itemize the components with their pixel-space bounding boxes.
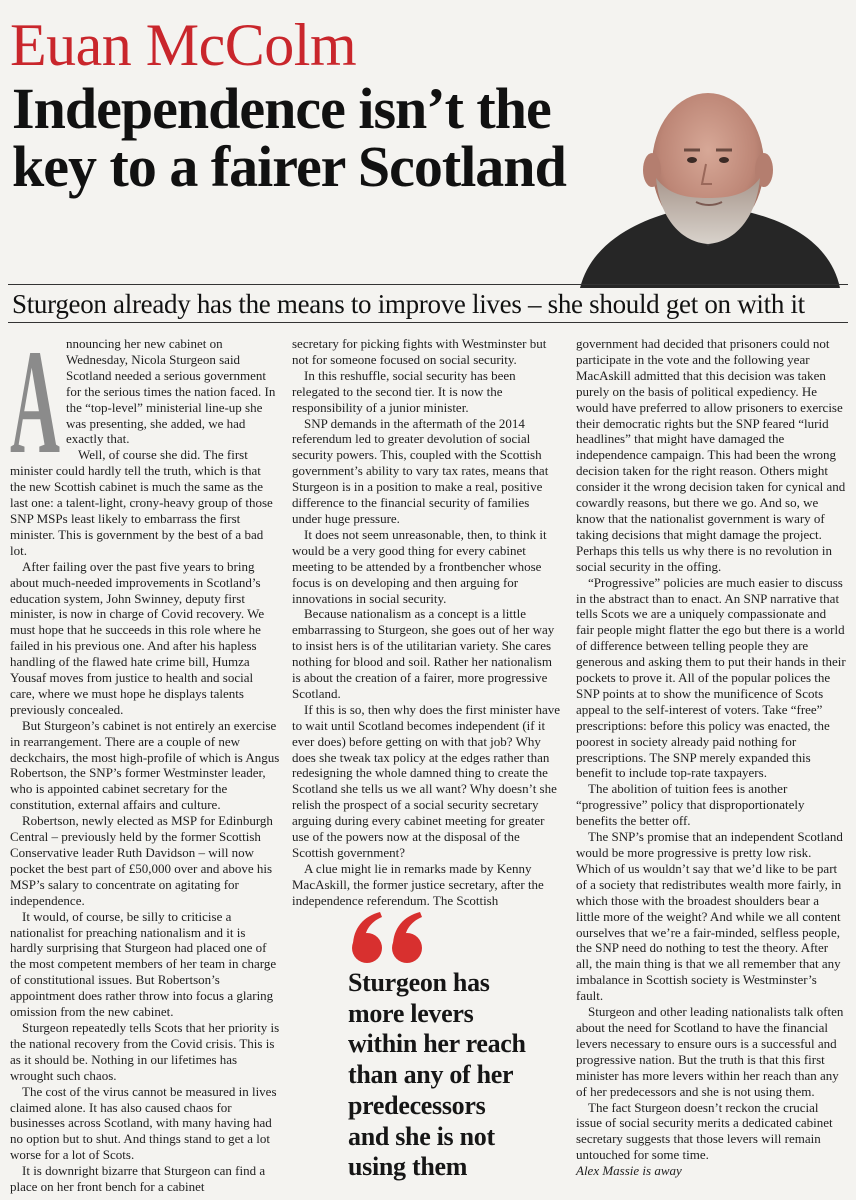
paragraph: Robertson, newly elected as MSP for Edinburgh Central – previously held by the former Scottish Conservative leader Ruth Davidson – will now pocket the best part of £50,000 over and above his MSP’s salary to concentrate on agitating for independence. [10,813,273,908]
pull-quote-line: more levers [348,998,474,1028]
paragraph: In this reshuffle, social security has been relegated to the second tier. It is now the responsibility of a junior minister. [292,367,516,415]
author-portrait [572,70,844,288]
headline [12,76,592,199]
paragraph: Because nationalism as a concept is a little embarrassing to Sturgeon, she goes out of her way to insist hers is of the utilitarian variety. She cares nothing for blood and soil. Rather her nationalism is about the creation of a fairer, more progressive Scotland. [292,606,555,701]
paragraph: government had decided that prisoners could not participate in the vote and the following year MacAskill admitted that this decision was taken purely on the basis of political expediency. He would have preferred to allow prisoners to exercise their democratic rights but the SNP feared “lurid headlines” that might have damaged the independence campaign. This had been the wrong decision taken for the right reason. Others might consider it the wrong decision taken for cynical and cowardly reasons, but there we go. And so, we know that the nationalist government is wary of taking decisions that might damage the project. Perhaps this tells us why there is no revolution in social security in the offing. [576,336,846,574]
pull-quote [348,968,563,1183]
pull-quote-line: and she is not [348,1121,495,1151]
divider [8,284,848,285]
pull-quote-line: Sturgeon has [348,968,490,997]
paragraph: Sturgeon repeatedly tells Scots that her priority is the national recovery from the Covid crisis. This is as it should be. Nothing in our lifetimes has wrought such chaos. [10,1019,280,1083]
paragraph: “Progressive” policies are much easier to discuss in the abstract than to enact. An SNP narrative that tells Scots we are a uniquely compassionate and fair people might flatter the ego but there is a world of difference between telling people they are generous and asking them to put their hands in their pockets to prove it. All of the popular polices the SNP points at to show the munificence of Scots appeal to the self-interest of voters. Take “free” prescriptions: before this policy was enacted, the poorest in society already paid nothing for prescriptions. The SNP merely expanded this benefit to include top-rate taxpayers. [576,574,846,781]
pull-quote-line: than any of her [348,1060,514,1090]
pull-quote-line: using them [348,1152,468,1182]
headline-line: key to a fairer Scotland [12,134,566,199]
article-column-2 [292,336,562,909]
paragraph: nnouncing her new cabinet on Wednesday, Nicola Sturgeon said Scotland needed a serious government for the serious times the nation faced. In the “top-level” ministerial line-up she was presenting, she added, we had exactly that. [66,336,276,447]
paragraph: After failing over the past five years to bring about much-needed improvements in Scotland’s education system, John Swinney, deputy first minister, is now in charge of Covid recovery. We must hope that he succeeds in this role where he failed in his previous one. And after his hapless handling of the flawed hate crime bill, Humza Yousaf moves from justice to health and social care, where we must hope he displays talents previously concealed. [10,558,265,717]
dropcap [10,340,60,458]
paragraph: If this is so, then why does the first minister have to wait until Scotland becomes independent (if it ever does) before getting on with that job? Why does she tweak tax policy at the edges rather than redesigning the whole damned thing to create the Scotland she tells us we all want? Why doesn’t she relish the prospect of a social security secretary arguing during every cabinet meeting for greater use of the powers now at the disposal of the Scottish government? [292,701,560,860]
paragraph: The cost of the virus cannot be measured in lives claimed alone. It has also caused chaos for businesses across Scotland, with many having had no option but to shut. And things stand to get a lot worse for a lot of Scots. [10,1083,277,1163]
article-column-3 [576,336,846,1179]
paragraph: It does not seem unreasonable, then, to think it would be a very good thing for every cabinet meeting to be attended by a frontbencher whose focus is on developing and then arguing for innovations in social security. [292,526,547,606]
headline-line: Independence isn’t the [12,76,551,141]
paragraph: Well, of course she did. The first minister could hardly tell the truth, which is that the new Scottish cabinet is much the same as the last one: a talent-light, crony-heavy group of those SNP MSPs least likely to embarrass the first minister. This is government by the best of a bad lot. [10,447,273,558]
paragraph: The SNP’s promise that an independent Scotland would be more progressive is pretty low risk. Which of us wouldn’t say that we’d like to be part of a society that redistributes wealth more fairly, in which those with the broadest shoulders bear a little more of the weight? And while we all content ourselves that we’re a fair-minded, selfless people, the SNP need do nothing to test the theory. After all, the main thing is that we all remember that any imbalance in Scottish society is Westminster’s fault. [576,829,843,1004]
paragraph: But Sturgeon’s cabinet is not entirely an exercise in rearrangement. There are a couple of new deckchairs, the most high-profile of which is Angus Robertson, the SNP’s former Westminster leader, who is appointed cabinet secretary for the constitution, external affairs and culture. [10,717,280,813]
paragraph: A clue might lie in remarks made by Kenny MacAskill, the former justice secretary, after the independence referendum. The Scottish [292,860,544,908]
paragraph: SNP demands in the aftermath of the 2014 referendum led to greater devolution of social security powers. This, coupled with the Scottish government’s ability to vary tax rates, means that Sturgeon is in a position to make a real, positive difference to the financial security of families under huge pressure. [292,415,549,526]
pull-quote-line: predecessors [348,1090,486,1120]
paragraph: It would, of course, be silly to criticise a nationalist for preaching nationalism and it is hardly surprising that Sturgeon had placed one of the most competent members of her team in charge of constitutional issues. But Robertson’s appointment does rather throw into focus a glaring omission from the new cabinet. [10,908,277,1020]
article-column-1 [10,336,280,1195]
divider [8,322,848,323]
pull-quote-line: within her reach [348,1029,526,1059]
paragraph: secretary for picking fights with Westminster but not for someone focused on social security. [292,336,547,367]
paragraph: The fact Sturgeon doesn’t reckon the crucial issue of social security merits a dedicated cabinet secretary suggests that those levers will remain untouched for some time. [576,1099,833,1163]
author-signoff: Alex Massie is away [576,1163,682,1179]
dropcap-letter: A [10,340,60,458]
paragraph: Sturgeon and other leading nationalists talk often about the need for Scotland to have the financial levers necessary to ensure ours is a successful and progressive nation. But the truth is that this first minister has more levers within her reach than any of her predecessors and she is not using them. [576,1004,844,1099]
paragraph: It is downright bizarre that Sturgeon can find a place on her front bench for a cabinet [10,1163,266,1195]
paragraph: The abolition of tuition fees is another “progressive” policy that disproportionately benefits the better off. [576,781,805,829]
author-byline: Euan McColm [10,12,357,78]
standfirst: Sturgeon already has the means to improve lives – she should get on with it [12,289,805,319]
quote-marks-icon [348,912,428,964]
